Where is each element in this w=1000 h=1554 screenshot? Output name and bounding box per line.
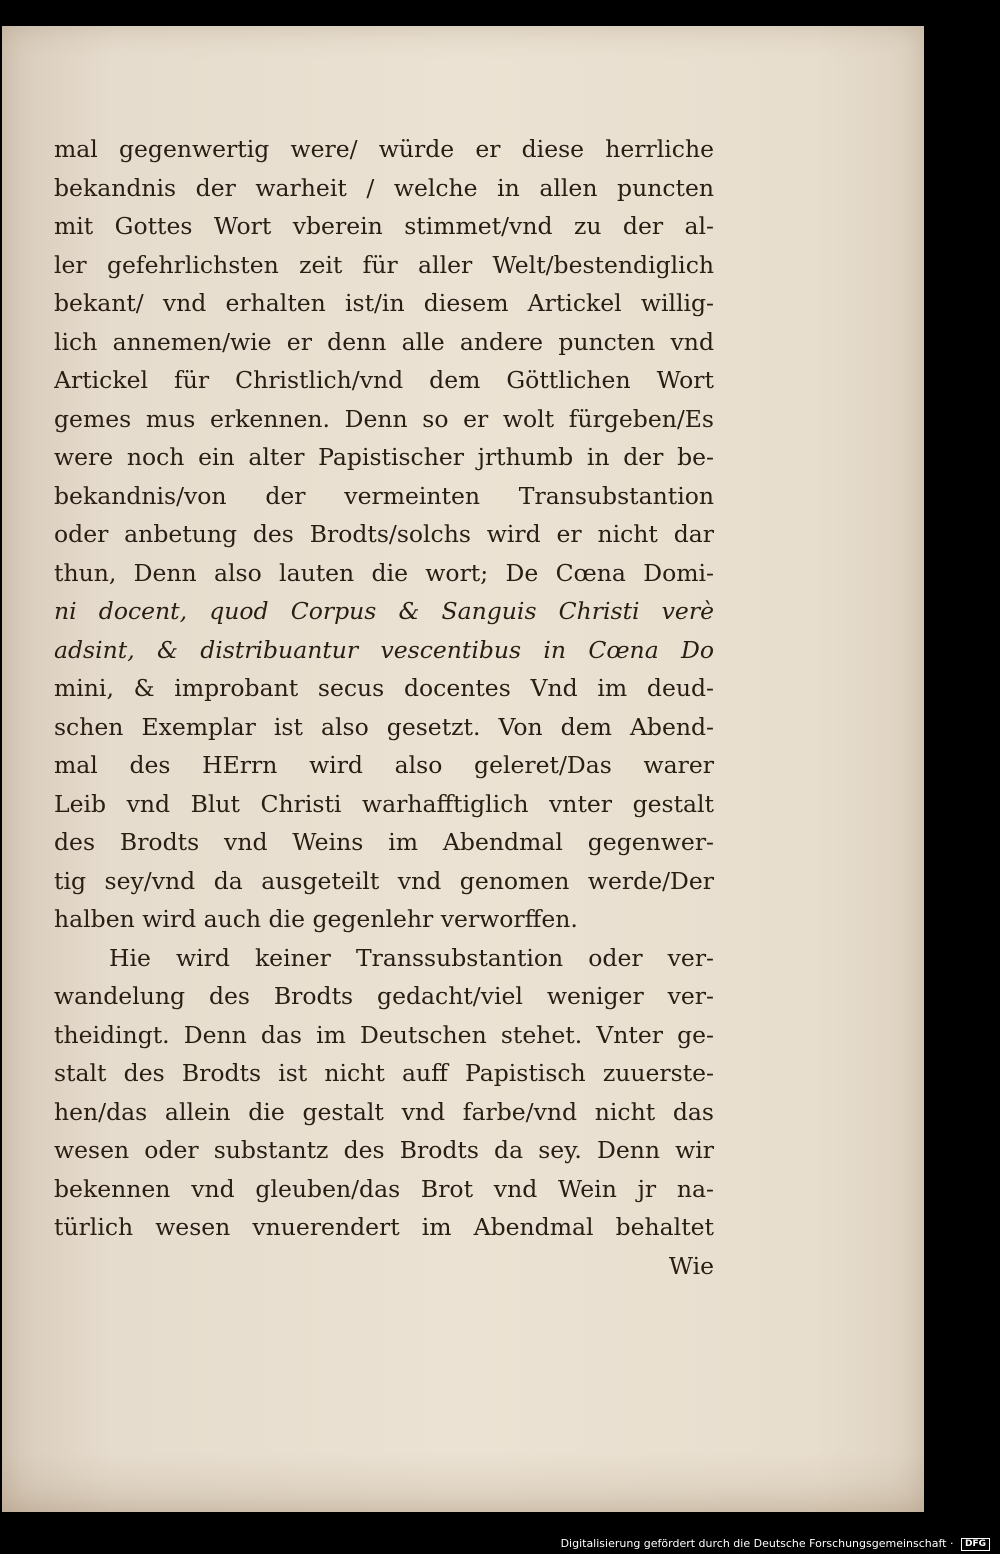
text-line: adsint, & distribuantur vescentibus in Cœna Do: [54, 635, 714, 664]
text-line: ler gefehrlichsten zeit für aller Welt/bestendiglich: [54, 250, 714, 279]
digitization-credit: [0, 1537, 990, 1551]
text-line: lich annemen/wie er denn alle andere puncten vnd: [54, 327, 714, 356]
text-line: halben wird auch die gegenlehr verworffen.: [54, 905, 578, 933]
text-line: bekant/ vnd erhalten ist/in diesem Artickel willig-: [54, 289, 714, 317]
text-line: stalt des Brodts ist nicht auff Papistisch zuuerste-: [54, 1059, 714, 1087]
text-line: Artickel für Christlich/vnd dem Göttlichen Wort: [54, 366, 714, 394]
text-line: Leib vnd Blut Christi warhafftiglich vnter gestalt: [54, 789, 714, 818]
text-line: theidingt. Denn das im Deutschen stehet. Vnter ge-: [54, 1020, 714, 1049]
text-line: hen/das allein die gestalt vnd farbe/vnd nicht das: [54, 1097, 714, 1126]
credit-text: Digitalisierung gefördert durch die Deutsche Forschungsgemeinschaft ·: [560, 1537, 954, 1550]
text-line: bekennen vnd gleuben/das Brot vnd Wein jr na-: [54, 1174, 714, 1203]
text-line: bekandnis/von der vermeinten Transubstantion: [54, 481, 714, 510]
book-page: [2, 26, 924, 1512]
text-line: mit Gottes Wort vberein stimmet/vnd zu der al-: [54, 212, 714, 240]
dfg-logo: DFG: [961, 1538, 990, 1551]
text-line: tig sey/vnd da ausgeteilt vnd genomen werde/Der: [54, 866, 714, 895]
text-line: wesen oder substantz des Brodts da sey. Denn wir: [54, 1136, 714, 1164]
text-line: Hie wird keiner Transsubstantion oder ver-: [109, 943, 714, 972]
text-line: gemes mus erkennen. Denn so er wolt fürgeben/Es: [54, 404, 714, 433]
text-line: des Brodts vnd Weins im Abendmal gegenwer-: [54, 828, 714, 856]
catchword: Wie: [668, 1251, 714, 1280]
text-line: schen Exemplar ist also gesetzt. Von dem Abend-: [54, 712, 714, 741]
text-line: bekandnis der warheit / welche in allen puncten: [54, 173, 714, 202]
text-line: were noch ein alter Papistischer jrthumb in der be-: [54, 443, 714, 471]
text-line: oder anbetung des Brodts/solchs wird er nicht dar: [54, 520, 714, 548]
text-line: türlich wesen vnuerendert im Abendmal behaltet: [54, 1213, 714, 1241]
text-line: wandelung des Brodts gedacht/viel weniger ver-: [54, 982, 714, 1010]
text-line: mini, & improbant secus docentes Vnd im deud-: [54, 674, 714, 702]
text-line: thun, Denn also lauten die wort; De Cœna Domi-: [54, 558, 714, 587]
page-text-block: [54, 130, 714, 1285]
text-line: mal des HErrn wird also geleret/Das warer: [54, 751, 714, 779]
text-line: mal gegenwertig were/ würde er diese herrliche: [54, 135, 714, 163]
text-line: ni docent, quod Corpus & Sanguis Christi verè: [54, 597, 714, 625]
